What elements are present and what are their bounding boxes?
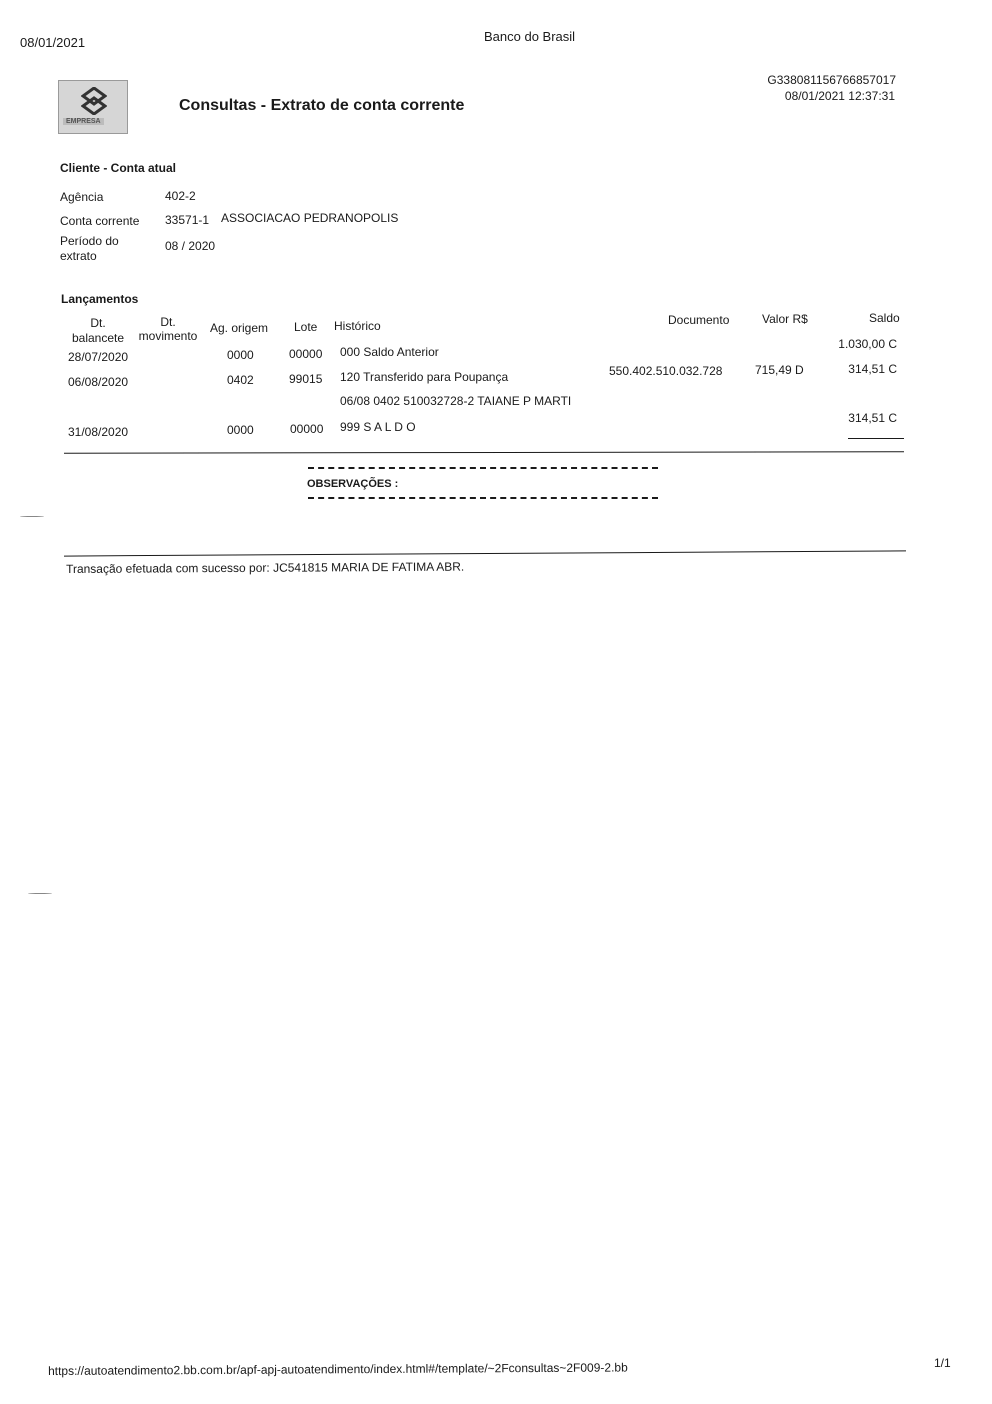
scan-mark xyxy=(20,516,44,517)
col-historico: Histórico xyxy=(334,319,381,333)
row2-historico: 120 Transferido para Poupança xyxy=(340,370,509,384)
row2-ag: 0402 xyxy=(227,373,254,387)
footer-rule xyxy=(64,550,906,556)
col-dt-balancete-line1: Dt. xyxy=(90,316,106,330)
transaction-status: Transação efetuada com sucesso por: JC541815 MARIA DE FATIMA ABR. xyxy=(66,559,465,576)
col-saldo: Saldo xyxy=(869,311,900,325)
row1-saldo: 1.030,00 C xyxy=(838,337,897,351)
client-section-title: Cliente - Conta atual xyxy=(60,161,177,175)
page-url: https://autoatendimento2.bb.com.br/apf-apj-autoatendimento/index.html#/template/~2Fconsultas~2F009-2.bb xyxy=(48,1360,628,1378)
col-valor: Valor R$ xyxy=(762,312,808,326)
conta-value: 33571-1 xyxy=(165,213,210,227)
observacoes-top-dash xyxy=(308,467,658,469)
col-ag-origem: Ag. origem xyxy=(210,321,269,335)
conta-name: ASSOCIACAO PEDRANOPOLIS xyxy=(221,211,399,225)
bank-name: Banco do Brasil xyxy=(484,29,576,44)
bb-logo-icon xyxy=(81,87,107,115)
periodo-label-line1: Período do xyxy=(60,234,119,248)
col-lote: Lote xyxy=(294,320,318,334)
periodo-label-line2: extrato xyxy=(60,249,97,263)
row2-valor: 715,49 D xyxy=(755,363,804,377)
row4-dt: 31/08/2020 xyxy=(68,425,129,439)
agencia-value: 402-2 xyxy=(165,189,196,203)
row4-saldo: 314,51 C xyxy=(848,411,897,425)
logo-label: EMPRESA xyxy=(63,118,104,125)
page-number: 1/1 xyxy=(934,1356,951,1370)
row1-historico: 000 Saldo Anterior xyxy=(340,345,439,359)
col-dt-balancete-line2: balancete xyxy=(71,331,125,345)
agencia-label: Agência xyxy=(60,190,104,204)
scan-mark xyxy=(28,893,52,894)
row2-dt: 06/08/2020 xyxy=(68,375,129,389)
page-title: Consultas - Extrato de conta corrente xyxy=(179,97,465,114)
col-documento: Documento xyxy=(668,313,730,327)
lancamentos-title: Lançamentos xyxy=(61,292,139,306)
row2-lote: 99015 xyxy=(289,372,323,386)
table-bottom-rule xyxy=(64,451,904,453)
observacoes-bottom-dash xyxy=(308,497,658,499)
row4-lote: 00000 xyxy=(290,422,324,436)
row2-documento: 550.402.510.032.728 xyxy=(609,364,723,378)
row1-ag: 0000 xyxy=(227,348,254,362)
conta-label: Conta corrente xyxy=(60,214,140,228)
row4-historico: 999 S A L D O xyxy=(340,420,416,434)
row3-historico: 06/08 0402 510032728-2 TAIANE P MARTI xyxy=(340,394,572,408)
row4-ag: 0000 xyxy=(227,423,254,437)
saldo-underline xyxy=(848,438,904,439)
col-dt-movimento-line1: Dt. xyxy=(160,315,176,329)
row1-lote: 00000 xyxy=(289,347,323,361)
document-datetime: 08/01/2021 12:37:31 xyxy=(784,89,895,103)
row1-dt: 28/07/2020 xyxy=(68,350,129,364)
col-dt-movimento-line2: movimento xyxy=(138,329,198,343)
periodo-value: 08 / 2020 xyxy=(165,239,216,253)
observacoes-label: OBSERVAÇÕES : xyxy=(307,478,399,490)
document-code: G338081156766857017 xyxy=(767,73,896,87)
bank-logo xyxy=(58,80,128,134)
row2-saldo: 314,51 C xyxy=(848,362,897,376)
print-date: 08/01/2021 xyxy=(20,35,86,50)
